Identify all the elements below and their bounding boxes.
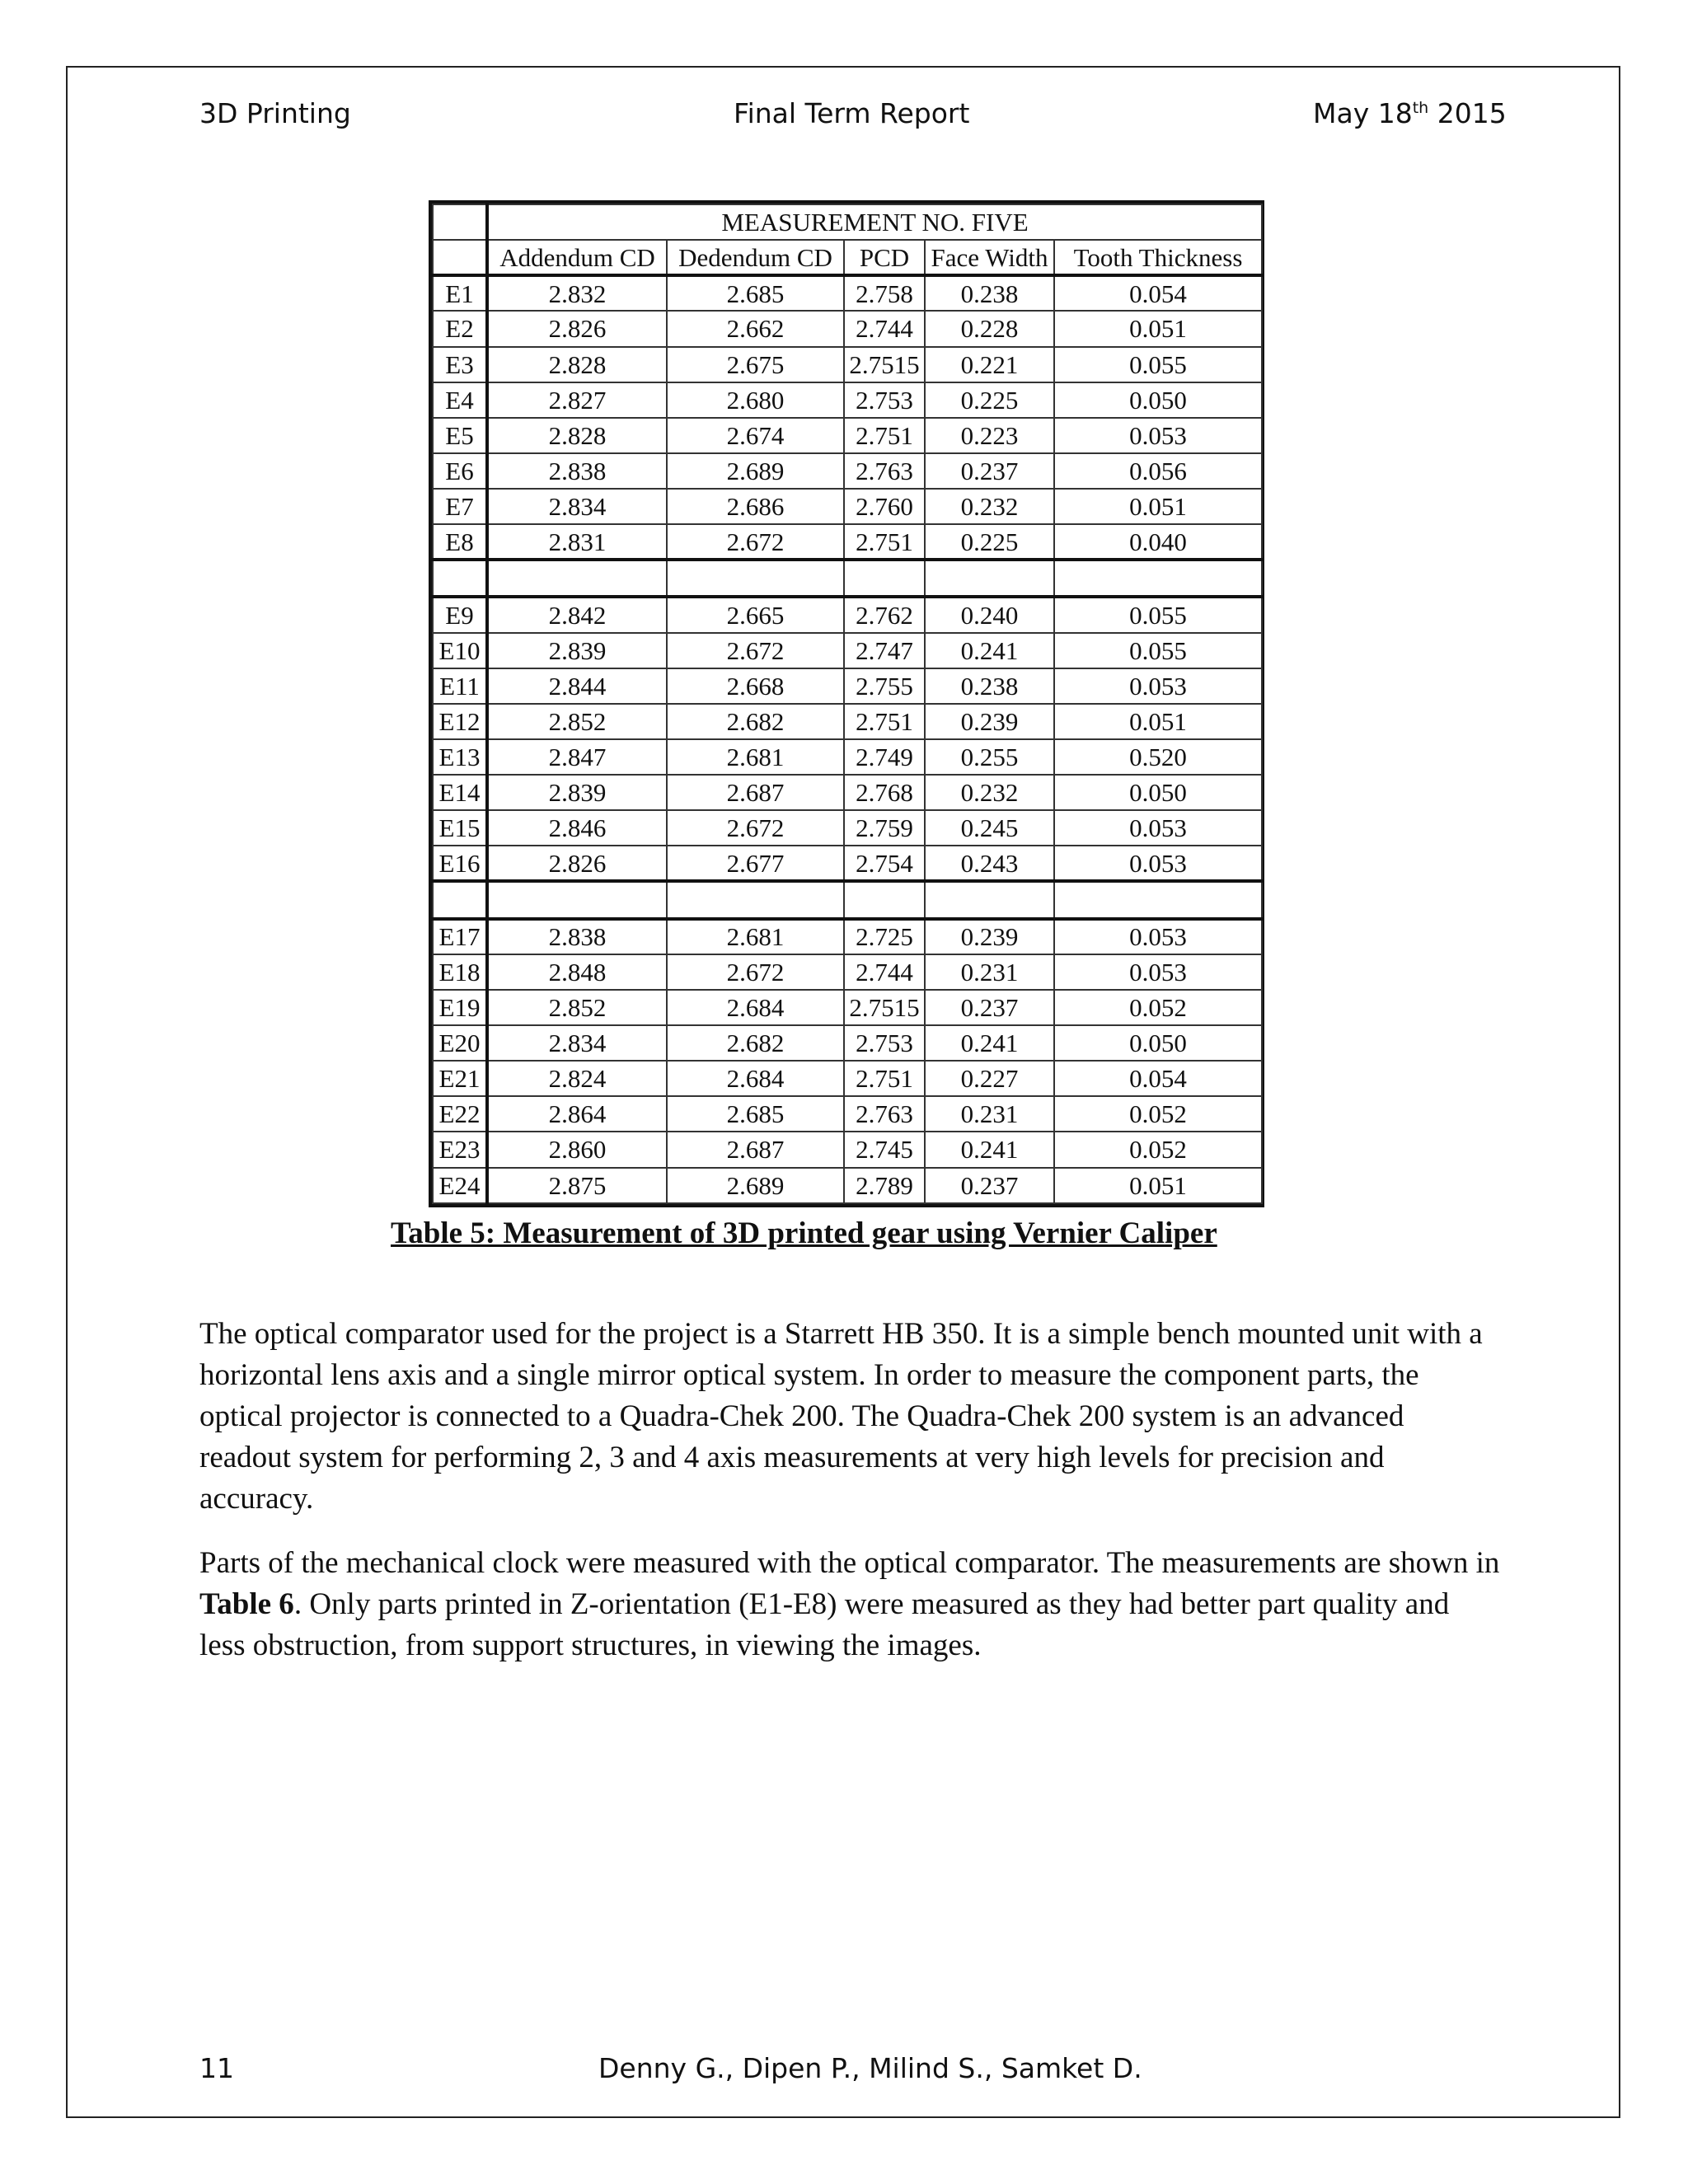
table-cell: 0.241	[925, 633, 1054, 668]
table-cell: 0.228	[925, 311, 1054, 346]
measurement-table-container	[429, 200, 1264, 1207]
table-cell: 2.758	[844, 275, 925, 311]
table-cell: 2.672	[667, 524, 844, 560]
table-cell: 0.240	[925, 597, 1054, 632]
spacer-cell	[844, 881, 925, 918]
table-cell: 0.243	[925, 846, 1054, 881]
table-cell: 0.055	[1054, 597, 1262, 632]
table-cell: 2.768	[844, 775, 925, 810]
table-cell: 2.875	[487, 1168, 667, 1204]
row-id-cell: E9	[433, 597, 487, 632]
table-cell: 0.227	[925, 1061, 1054, 1096]
table-caption: Table 5: Measurement of 3D printed gear using Vernier Caliper	[391, 1216, 1217, 1250]
row-id-cell: E6	[433, 453, 487, 489]
table-cell: 2.754	[844, 846, 925, 881]
table-cell: 2.789	[844, 1168, 925, 1204]
row-id-cell: E24	[433, 1168, 487, 1204]
row-id-cell: E2	[433, 311, 487, 346]
row-id-cell: E3	[433, 347, 487, 382]
table-cell: 0.054	[1054, 1061, 1262, 1096]
table-cell: 2.725	[844, 919, 925, 954]
row-id-cell: E12	[433, 704, 487, 739]
table-row	[433, 846, 1262, 881]
row-id-cell: E1	[433, 275, 487, 311]
table-cell: 2.826	[487, 311, 667, 346]
table-cell: 2.751	[844, 524, 925, 560]
table-header-row	[433, 240, 1262, 275]
table-cell: 2.824	[487, 1061, 667, 1096]
table-cell: 0.050	[1054, 382, 1262, 418]
footer-authors: Denny G., Dipen P., Milind S., Samket D.	[598, 2052, 1142, 2084]
table-cell: 0.238	[925, 275, 1054, 311]
table-row	[433, 597, 1262, 632]
spacer-cell	[925, 881, 1054, 918]
table-row	[433, 453, 1262, 489]
table-cell: 2.682	[667, 1025, 844, 1061]
table-row	[433, 347, 1262, 382]
table-cell: 2.751	[844, 418, 925, 453]
row-id-cell: E20	[433, 1025, 487, 1061]
header-date-prefix: May 18	[1313, 97, 1413, 129]
table-cell: 2.685	[667, 275, 844, 311]
table-cell: 2.759	[844, 810, 925, 846]
table-row	[433, 524, 1262, 560]
paragraph-measurements	[199, 1543, 1502, 1666]
column-header: Addendum CD	[487, 240, 667, 275]
table-cell: 0.245	[925, 810, 1054, 846]
table-cell: 2.680	[667, 382, 844, 418]
row-id-cell: E10	[433, 633, 487, 668]
paragraph-text: Parts of the mechanical clock were measured with the optical comparator. The measurements are shown in	[199, 1546, 1500, 1580]
row-id-cell: E16	[433, 846, 487, 881]
table-cell: 0.051	[1054, 1168, 1262, 1204]
row-id-cell: E11	[433, 668, 487, 704]
table-cell: 0.231	[925, 1096, 1054, 1132]
spacer-cell	[487, 881, 667, 918]
page-number: 11	[199, 2052, 234, 2084]
table-corner-cell	[433, 204, 487, 240]
table-header-corner	[433, 240, 487, 275]
table-cell: 2.827	[487, 382, 667, 418]
table-cell: 2.838	[487, 453, 667, 489]
row-id-cell: E21	[433, 1061, 487, 1096]
table-cell: 0.054	[1054, 275, 1262, 311]
paragraph-optical-comparator: The optical comparator used for the project is a Starrett HB 350. It is a simple bench mounted unit with a horizontal lens axis and a single mirror optical system. In order to measure the component parts, the optical projector is connected to a Quadra-Chek 200. The Quadra-Chek 200 system is an advanced readout system for performing 2, 3 and 4 axis measurements at very high levels for precision and accuracy.	[199, 1317, 1483, 1516]
column-header: Tooth Thickness	[1054, 240, 1262, 275]
table-cell: 2.672	[667, 954, 844, 990]
table-cell: 0.053	[1054, 668, 1262, 704]
measurement-table	[432, 204, 1263, 1204]
table-cell: 2.763	[844, 453, 925, 489]
table-cell: 2.860	[487, 1132, 667, 1167]
row-id-cell: E17	[433, 919, 487, 954]
table-cell: 2.826	[487, 846, 667, 881]
header-date-sup: th	[1412, 99, 1429, 117]
header-center: Final Term Report	[734, 97, 970, 129]
table-cell: 0.050	[1054, 1025, 1262, 1061]
table-cell: 2.744	[844, 311, 925, 346]
table-cell: 0.232	[925, 489, 1054, 524]
table-cell: 0.051	[1054, 311, 1262, 346]
spacer-cell	[667, 560, 844, 597]
table-cell: 2.828	[487, 347, 667, 382]
table-cell: 2.839	[487, 775, 667, 810]
table-cell: 2.753	[844, 1025, 925, 1061]
table-cell: 0.052	[1054, 990, 1262, 1025]
row-id-cell: E15	[433, 810, 487, 846]
table-cell: 2.852	[487, 704, 667, 739]
row-id-cell: E4	[433, 382, 487, 418]
spacer-row	[433, 881, 1262, 918]
table-cell: 2.834	[487, 1025, 667, 1061]
table-cell: 0.055	[1054, 347, 1262, 382]
column-header: Face Width	[925, 240, 1054, 275]
table-cell: 2.674	[667, 418, 844, 453]
spacer-cell	[433, 881, 487, 918]
table-cell: 0.053	[1054, 954, 1262, 990]
table-cell: 2.755	[844, 668, 925, 704]
table-cell: 2.747	[844, 633, 925, 668]
table-cell: 2.681	[667, 919, 844, 954]
table-cell: 2.7515	[844, 347, 925, 382]
table-row	[433, 668, 1262, 704]
table-cell: 0.055	[1054, 633, 1262, 668]
table-cell: 2.684	[667, 1061, 844, 1096]
table-cell: 2.665	[667, 597, 844, 632]
table-cell: 0.231	[925, 954, 1054, 990]
table-cell: 2.686	[667, 489, 844, 524]
table-row	[433, 954, 1262, 990]
table-row	[433, 1132, 1262, 1167]
table-row	[433, 919, 1262, 954]
table-row	[433, 775, 1262, 810]
table-cell: 2.838	[487, 919, 667, 954]
table-cell: 2.684	[667, 990, 844, 1025]
table-cell: 2.834	[487, 489, 667, 524]
table-cell: 0.223	[925, 418, 1054, 453]
table-row	[433, 489, 1262, 524]
spacer-cell	[925, 560, 1054, 597]
table-cell: 2.828	[487, 418, 667, 453]
table-cell: 2.672	[667, 633, 844, 668]
table-cell: 0.053	[1054, 919, 1262, 954]
table-cell: 2.760	[844, 489, 925, 524]
table-cell: 0.241	[925, 1132, 1054, 1167]
table-cell: 2.753	[844, 382, 925, 418]
table-cell: 2.846	[487, 810, 667, 846]
table-cell: 2.677	[667, 846, 844, 881]
table-row	[433, 275, 1262, 311]
table-cell: 0.225	[925, 382, 1054, 418]
table-cell: 0.237	[925, 453, 1054, 489]
table-row	[433, 704, 1262, 739]
spacer-cell	[487, 560, 667, 597]
table-cell: 2.762	[844, 597, 925, 632]
table-cell: 2.744	[844, 954, 925, 990]
table-cell: 2.848	[487, 954, 667, 990]
table-title: MEASUREMENT NO. FIVE	[487, 204, 1262, 240]
table-cell: 2.689	[667, 1168, 844, 1204]
row-id-cell: E19	[433, 990, 487, 1025]
table-cell: 2.675	[667, 347, 844, 382]
table-cell: 2.831	[487, 524, 667, 560]
row-id-cell: E7	[433, 489, 487, 524]
table-row	[433, 1061, 1262, 1096]
table-row	[433, 1096, 1262, 1132]
table-cell: 2.7515	[844, 990, 925, 1025]
spacer-cell	[1054, 881, 1262, 918]
table-cell: 0.050	[1054, 775, 1262, 810]
table-cell: 2.681	[667, 739, 844, 775]
column-header: Dedendum CD	[667, 240, 844, 275]
table-cell: 2.842	[487, 597, 667, 632]
table-cell: 0.052	[1054, 1096, 1262, 1132]
table-cell: 0.225	[925, 524, 1054, 560]
table-row	[433, 739, 1262, 775]
header-left: 3D Printing	[199, 97, 351, 129]
table-cell: 0.241	[925, 1025, 1054, 1061]
table-cell: 0.239	[925, 704, 1054, 739]
table-row	[433, 990, 1262, 1025]
row-id-cell: E23	[433, 1132, 487, 1167]
table-row	[433, 1025, 1262, 1061]
table-cell: 2.844	[487, 668, 667, 704]
table-cell: 2.682	[667, 704, 844, 739]
table-cell: 2.745	[844, 1132, 925, 1167]
row-id-cell: E5	[433, 418, 487, 453]
table-row	[433, 311, 1262, 346]
table-cell: 2.662	[667, 311, 844, 346]
table-row	[433, 810, 1262, 846]
header-date-suffix: 2015	[1428, 97, 1507, 129]
table-cell: 0.237	[925, 1168, 1054, 1204]
table-cell: 0.221	[925, 347, 1054, 382]
row-id-cell: E13	[433, 739, 487, 775]
spacer-cell	[844, 560, 925, 597]
table-cell: 2.763	[844, 1096, 925, 1132]
row-id-cell: E14	[433, 775, 487, 810]
table-cell: 2.864	[487, 1096, 667, 1132]
table-cell: 2.832	[487, 275, 667, 311]
table-cell: 2.749	[844, 739, 925, 775]
row-id-cell: E22	[433, 1096, 487, 1132]
table-cell: 0.239	[925, 919, 1054, 954]
spacer-cell	[1054, 560, 1262, 597]
table-row	[433, 633, 1262, 668]
table-cell: 0.053	[1054, 810, 1262, 846]
table-cell: 0.040	[1054, 524, 1262, 560]
table-cell: 0.237	[925, 990, 1054, 1025]
table-cell: 0.232	[925, 775, 1054, 810]
table-row	[433, 418, 1262, 453]
column-header: PCD	[844, 240, 925, 275]
spacer-cell	[667, 881, 844, 918]
table-cell: 2.847	[487, 739, 667, 775]
table-row	[433, 382, 1262, 418]
table-cell: 2.672	[667, 810, 844, 846]
table-cell: 0.056	[1054, 453, 1262, 489]
table-cell: 2.852	[487, 990, 667, 1025]
table-cell: 0.255	[925, 739, 1054, 775]
table-cell: 2.668	[667, 668, 844, 704]
table-cell: 2.685	[667, 1096, 844, 1132]
table-cell: 0.053	[1054, 846, 1262, 881]
table-title-row	[433, 204, 1262, 240]
spacer-row	[433, 560, 1262, 597]
row-id-cell: E8	[433, 524, 487, 560]
table-reference: Table 6	[199, 1587, 294, 1621]
table-cell: 0.238	[925, 668, 1054, 704]
table-cell: 0.052	[1054, 1132, 1262, 1167]
table-cell: 2.839	[487, 633, 667, 668]
spacer-cell	[433, 560, 487, 597]
table-cell: 2.751	[844, 1061, 925, 1096]
table-cell: 0.520	[1054, 739, 1262, 775]
table-cell: 2.751	[844, 704, 925, 739]
table-cell: 2.687	[667, 775, 844, 810]
table-cell: 2.689	[667, 453, 844, 489]
row-id-cell: E18	[433, 954, 487, 990]
table-row	[433, 1168, 1262, 1204]
paragraph-text: . Only parts printed in Z-orientation (E1-E8) were measured as they had better part quality and less obstruction, from support structures, in viewing the images.	[199, 1587, 1450, 1662]
table-cell: 0.053	[1054, 418, 1262, 453]
table-cell: 0.051	[1054, 489, 1262, 524]
header-date	[1313, 97, 1507, 129]
table-cell: 0.051	[1054, 704, 1262, 739]
table-cell: 2.687	[667, 1132, 844, 1167]
